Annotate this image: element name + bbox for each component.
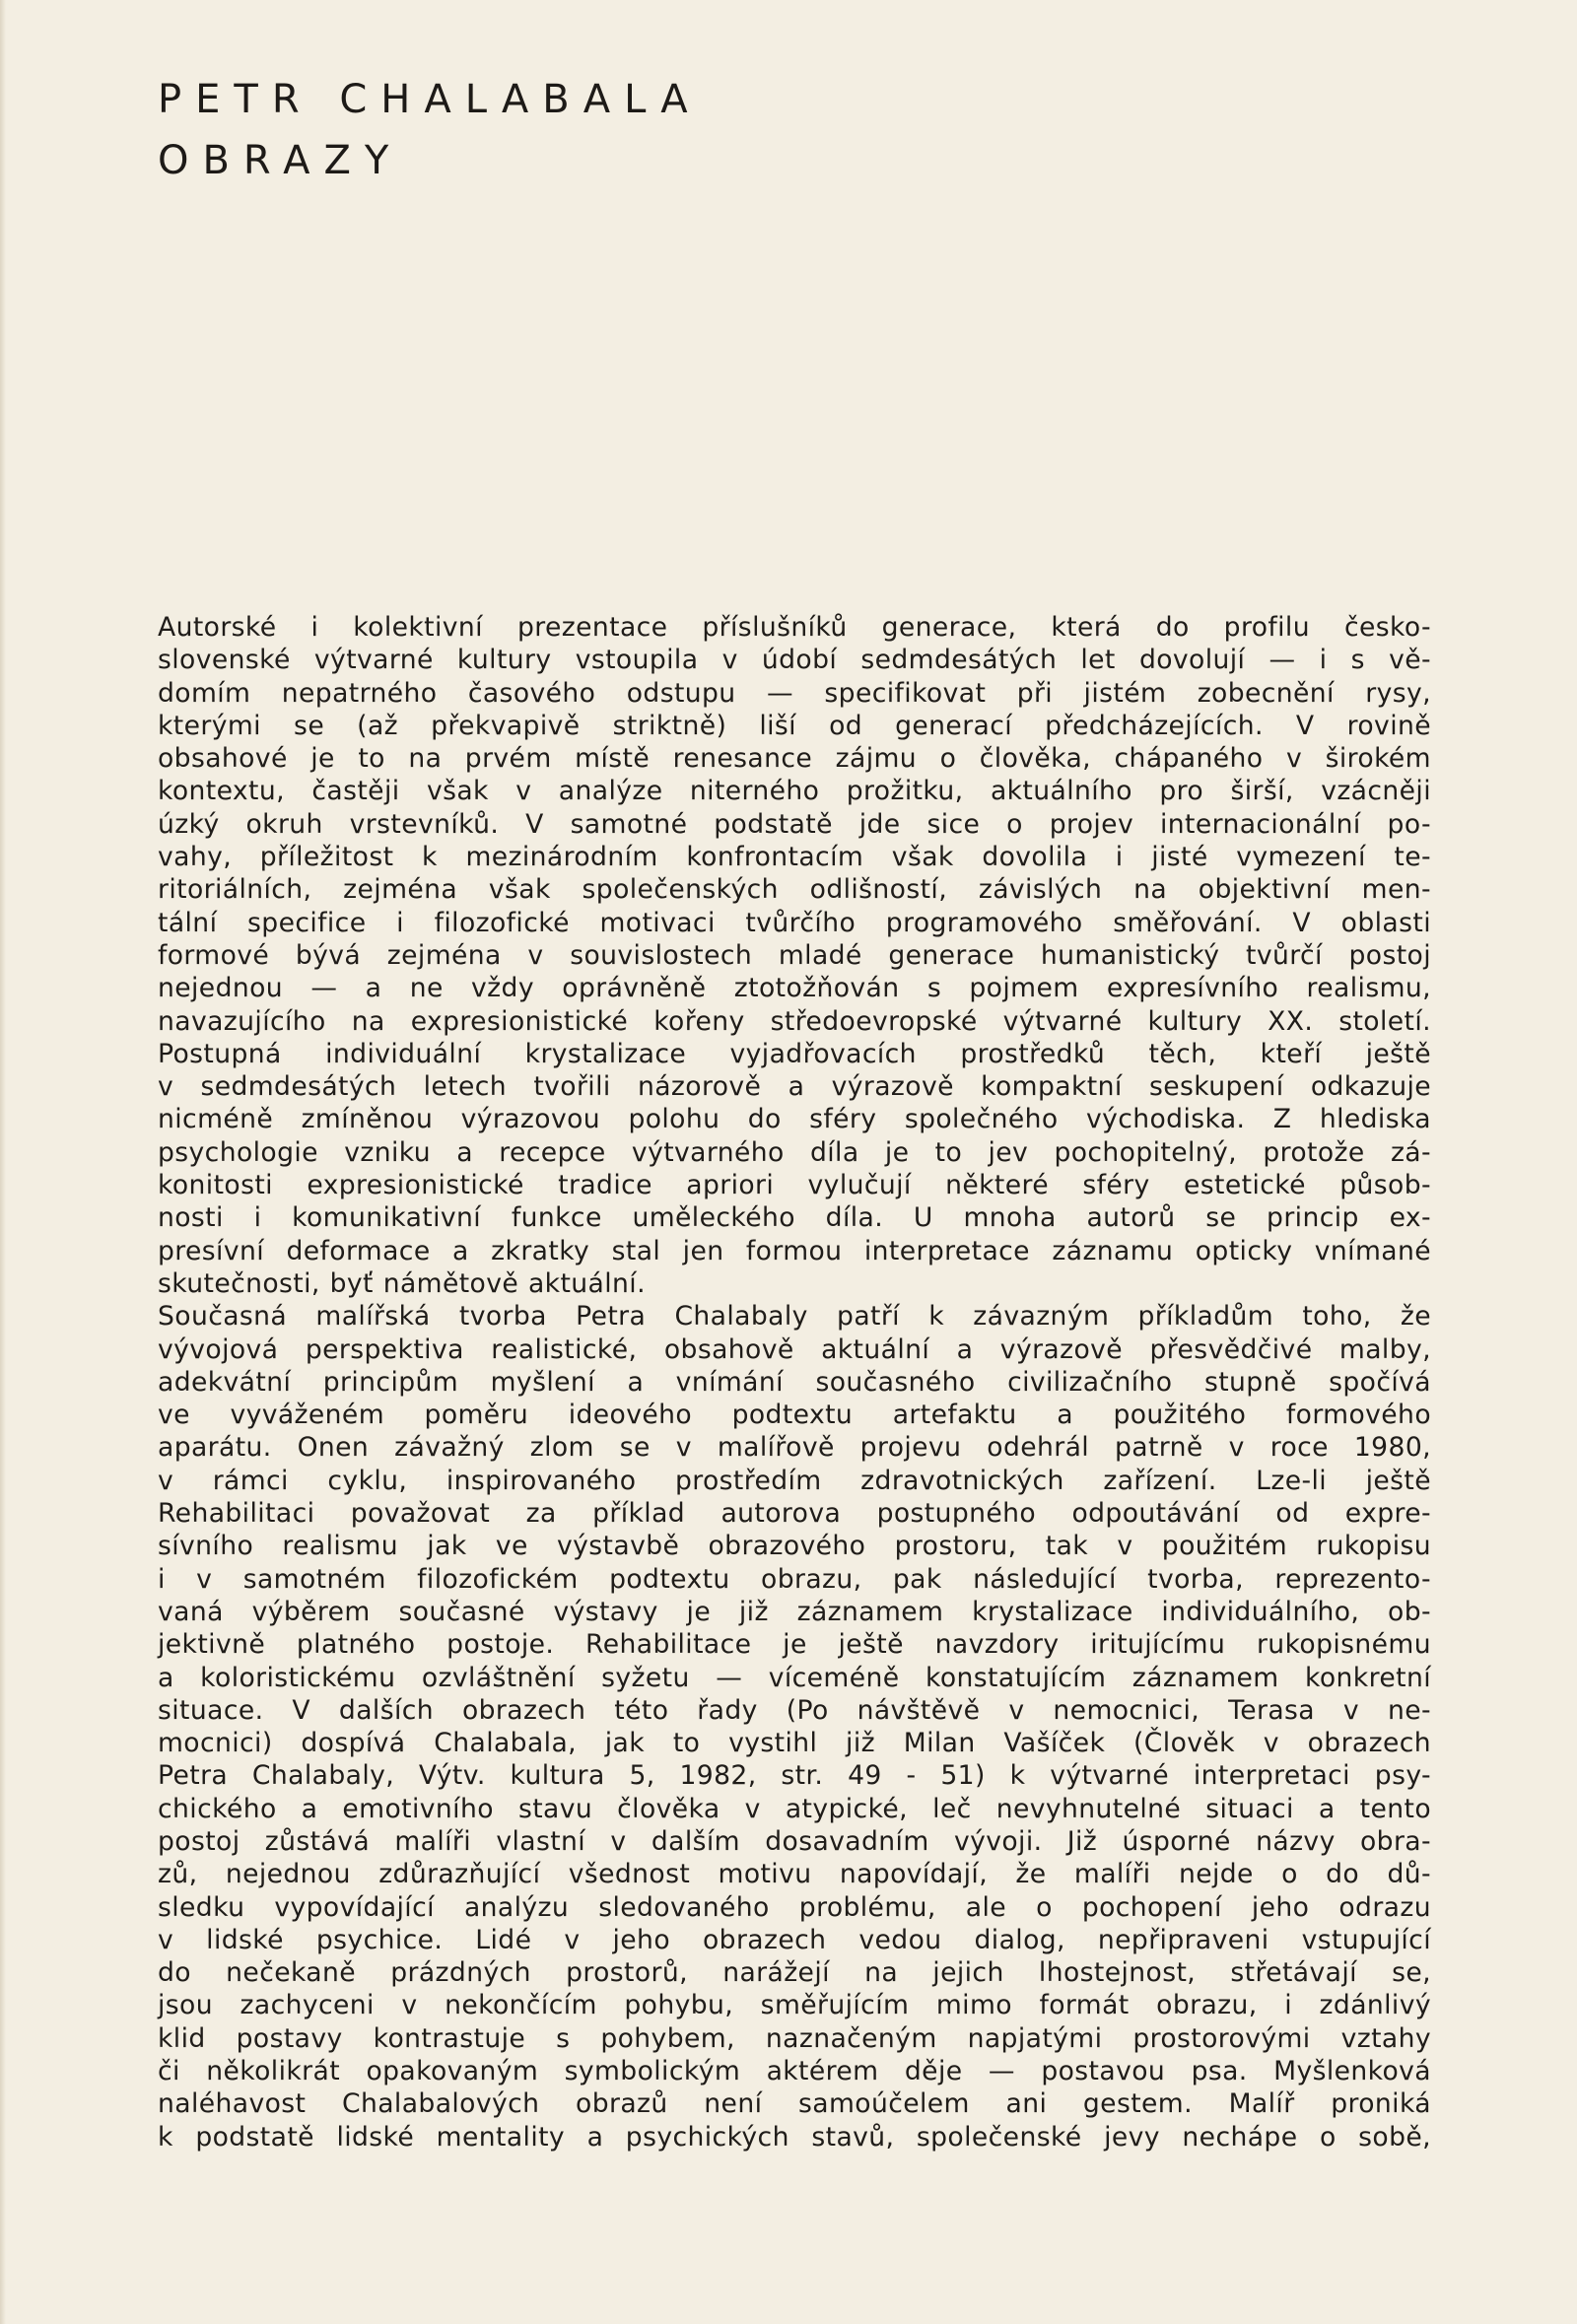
text-line: klid postavy kontrastuje s pohybem, naznačeným napjatými prostorovými vztahy xyxy=(158,2022,1431,2054)
text-line: Postupná individuální krystalizace vyjadřovacích prostředků těch, kteří ještě xyxy=(158,1038,1431,1069)
text-line: v lidské psychice. Lidé v jeho obrazech vedou dialog, nepřipraveni vstupující xyxy=(158,1924,1431,1955)
text-line: ritoriálních, zejména však společenských odlišností, závislých na objektivní men- xyxy=(158,874,1431,906)
text-line: v rámci cyklu, inspirovaného prostředím zdravotnických zařízení. Lze-li ještě xyxy=(158,1465,1431,1496)
text-line: či několikrát opakovaným symbolickým aktérem děje — postavou psa. Myšlenková xyxy=(158,2056,1431,2087)
text-line: situace. V dalších obrazech této řady (Po návštěvě v nemocnici, Terasa v ne- xyxy=(158,1694,1431,1726)
document-header xyxy=(158,69,702,191)
text-line: jektivně platného postoje. Rehabilitace je ještě navzdory iritujícímu rukopisnému xyxy=(158,1629,1431,1661)
text-line: sívního realismu jak ve výstavbě obrazového prostoru, tak v použitém rukopisu xyxy=(158,1531,1431,1562)
text-line: formové bývá zejména v souvislostech mladé generace humanistický tvůrčí postoj xyxy=(158,939,1431,971)
text-line: navazujícího na expresionistické kořeny středoevropské výtvarné kultury XX. století. xyxy=(158,1005,1431,1037)
text-line: konitosti expresionistické tradice apriori vylučují některé sféry estetické působ- xyxy=(158,1170,1431,1201)
text-line: k podstatě lidské mentality a psychických stavů, společenské jevy nechápe o sobě, xyxy=(158,2121,1431,2153)
text-line: presívní deformace a zkratky stal jen formou interpretace záznamu opticky vnímané xyxy=(158,1235,1431,1266)
text-line: i v samotném filozofickém podtextu obrazu, pak následující tvorba, reprezento- xyxy=(158,1563,1431,1595)
document-subtitle: OBRAZY xyxy=(158,138,403,183)
text-line: ve vyváženém poměru ideového podtextu artefaktu a použitého formového xyxy=(158,1400,1431,1431)
text-line: sledku vypovídající analýzu sledovaného problému, ale o pochopení jeho odrazu xyxy=(158,1891,1431,1923)
text-line: nejednou — a ne vždy oprávněně ztotožňován s pojmem expresívního realismu, xyxy=(158,973,1431,1004)
text-line: obsahové je to na prvém místě renesance zájmu o člověka, chápaného v širokém xyxy=(158,743,1431,775)
text-line: naléhavost Chalabalových obrazů není samoúčelem ani gestem. Malíř proniká xyxy=(158,2088,1431,2120)
text-line: jsou zachyceni v nekončícím pohybu, směřujícím mimo formát obrazu, i zdánlivý xyxy=(158,1990,1431,2021)
text-line: do nečekaně prázdných prostorů, narážejí na jejich lhostejnost, střetávají se, xyxy=(158,1957,1431,1989)
text-line: zů, nejednou zdůrazňující všednost motivu napovídají, že malíři nejde o do dů- xyxy=(158,1859,1431,1890)
text-line: kontextu, častěji však v analýze niterného prožitku, aktuálního pro širší, vzácněji xyxy=(158,776,1431,807)
text-line: v sedmdesátých letech tvořili názorově a výrazově kompaktní seskupení odkazuje xyxy=(158,1071,1431,1103)
text-line: Rehabilitaci považovat za příklad autorova postupného odpoutávání od expre- xyxy=(158,1498,1431,1530)
text-line: mocnici) dospívá Chalabala, jak to vystihl již Milan Vašíček (Člověk v obrazech xyxy=(158,1728,1431,1759)
text-line: a koloristickému ozvláštnění syžetu — víceméně konstatujícím záznamem konkretní xyxy=(158,1662,1431,1693)
text-line: chického a emotivního stavu člověka v atypické, leč nevyhnutelné situaci a tento xyxy=(158,1793,1431,1824)
text-line: vývojová perspektiva realistické, obsahově aktuální a výrazově přesvědčivé malby, xyxy=(158,1333,1431,1365)
text-line: Současná malířská tvorba Petra Chalabaly patří k závazným příkladům toho, že xyxy=(158,1301,1431,1333)
text-line: vaná výběrem současné výstavy je již záznamem krystalizace individuálního, ob- xyxy=(158,1596,1431,1627)
text-line: Petra Chalabaly, Výtv. kultura 5, 1982, str. 49 - 51) k výtvarné interpretaci psy- xyxy=(158,1760,1431,1792)
text-line: adekvátní principům myšlení a vnímání současného civilizačního stupně spočívá xyxy=(158,1366,1431,1398)
page-edge-shadow xyxy=(0,0,6,2324)
text-line: aparátu. Onen závažný zlom se v malířově projevu odehrál patrně v roce 1980, xyxy=(158,1432,1431,1464)
text-line: psychologie vzniku a recepce výtvarného díla je to jev pochopitelný, protože zá- xyxy=(158,1136,1431,1168)
text-line: nicméně zmíněnou výrazovou polohu do sféry společného východiska. Z hlediska xyxy=(158,1104,1431,1135)
text-line: nosti i komunikativní funkce uměleckého díla. U mnoha autorů se princip ex- xyxy=(158,1202,1431,1234)
text-line: kterými se (až překvapivě striktně) liší od generací předcházejících. V rovině xyxy=(158,710,1431,741)
body-text xyxy=(158,611,1431,2153)
text-line: Autorské i kolektivní prezentace příslušníků generace, která do profilu česko- xyxy=(158,612,1431,643)
text-line: vahy, příležitost k mezinárodním konfrontacím však dovolila i jisté vymezení te- xyxy=(158,842,1431,873)
author-title: PETR CHALABALA xyxy=(158,77,702,122)
text-line: skutečnosti, byť námětově aktuální. xyxy=(158,1267,646,1299)
text-line: slovenské výtvarné kultury vstoupila v údobí sedmdesátých let dovolují — i s vě- xyxy=(158,645,1431,676)
text-line: postoj zůstává malíři vlastní v dalším dosavadním vývoji. Již úsporné názvy obra- xyxy=(158,1825,1431,1857)
text-line: úzký okruh vrstevníků. V samotné podstatě jde sice o projev internacionální po- xyxy=(158,808,1431,840)
text-line: domím nepatrného časového odstupu — specifikovat při jistém zobecnění rysy, xyxy=(158,677,1431,709)
text-line: tální specifice i filozofické motivaci tvůrčího programového směřování. V oblasti xyxy=(158,907,1431,938)
